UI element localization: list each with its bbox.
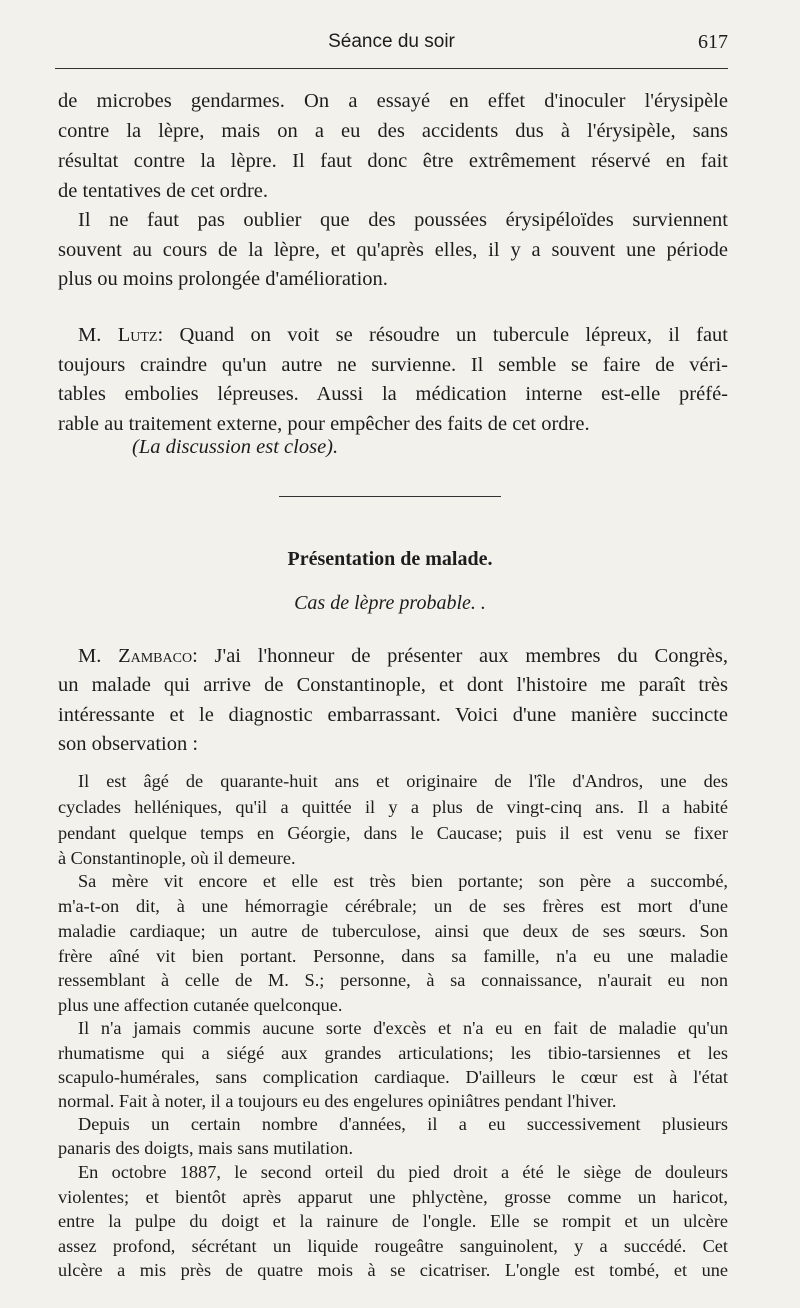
- text-line: contre la lèpre, mais on a eu des accidents dus à l'érysipèle, sans: [58, 120, 728, 142]
- text-line: Depuis un certain nombre d'années, il a eu successivement plusieurs: [78, 1114, 728, 1134]
- text-line: En octobre 1887, le second orteil du pied droit a été le siège de douleurs: [78, 1162, 728, 1182]
- text-line: [78, 641, 728, 672]
- speaker-text: : Quand on voit se résoudre un tubercule lépreux, il faut: [157, 324, 728, 346]
- text-line: maladie cardiaque; un autre de tuberculose, ainsi que deux de ses sœurs. Son: [58, 921, 728, 941]
- text-line: normal. Fait à noter, il a toujours eu des engelures opiniâtres pendant l'hiver.: [58, 1091, 617, 1111]
- speaker-text: : J'ai l'honneur de présenter aux membres du Congrès,: [192, 645, 728, 667]
- running-header: [55, 31, 728, 57]
- text-line: entre la pulpe du doigt et la rainure de l'ongle. Elle se rompit et un ulcère: [58, 1211, 728, 1231]
- text-line: ressemblant à celle de M. S.; personne, à sa connaissance, n'aurait eu non: [58, 970, 728, 990]
- header-rule: [55, 68, 728, 69]
- text-line: intéressante et le diagnostic embarrassant. Voici d'une manière succincte: [58, 704, 728, 726]
- text-line: scapulo-humérales, sans complication cardiaque. D'ailleurs le cœur est à l'état: [58, 1067, 728, 1087]
- speaker-name: M. Zambaco: [78, 645, 193, 667]
- text-line: Il ne faut pas oublier que des poussées érysipéloïdes surviennent: [78, 209, 728, 231]
- text-line: plus une affection cutanée quelconque.: [58, 995, 343, 1015]
- text-line: tables embolies lépreuses. Aussi la médication interne est-elle préfé-: [58, 383, 728, 405]
- running-title: Séance du soir: [328, 31, 455, 52]
- text-line: souvent au cours de la lèpre, et qu'après elles, il y a souvent une période: [58, 239, 728, 261]
- text-line: Sa mère vit encore et elle est très bien portante; son père a succombé,: [78, 871, 728, 891]
- text-line: assez profond, sécrétant un liquide rougeâtre sanguinolent, y a succédé. Cet: [58, 1236, 728, 1256]
- text-line: frère aîné vit bien portant. Personne, dans sa famille, n'a eu une maladie: [58, 946, 728, 966]
- text-line: ulcère a mis près de quatre mois à se cicatriser. L'ongle est tombé, et une: [58, 1260, 728, 1280]
- text-line: plus ou moins prolongée d'amélioration.: [58, 268, 388, 290]
- text-line: Il est âgé de quarante-huit ans et originaire de l'île d'Andros, une des: [78, 771, 728, 791]
- section-subtitle: Cas de lèpre probable. .: [294, 592, 486, 614]
- text-line: son observation :: [58, 733, 199, 755]
- text-line: panaris des doigts, mais sans mutilation.: [58, 1138, 354, 1158]
- text-line: m'a-t-on dit, à une hémorragie cérébrale; un de ses frères est mort d'une: [58, 896, 728, 916]
- discussion-closed-note: (La discussion est close).: [132, 436, 339, 458]
- text-line: à Constantinople, où il demeure.: [58, 848, 296, 868]
- text-line: un malade qui arrive de Constantinople, et dont l'histoire me paraît très: [58, 674, 728, 696]
- text-line: résultat contre la lèpre. Il faut donc être extrêmement réservé en fait: [58, 150, 728, 172]
- text-line: rable au traitement externe, pour empêcher des faits de cet ordre.: [58, 413, 590, 435]
- speaker-name: M. Lutz: [78, 324, 158, 346]
- text-line: pendant quelque temps en Géorgie, dans le Caucase; puis il est venu se fixer: [58, 823, 728, 843]
- text-line: cyclades helléniques, qu'il a quittée il y a plus de vingt-cinq ans. Il a habité: [58, 797, 728, 817]
- text-line: rhumatisme qui a siégé aux grandes articulations; les tibio-tarsiennes et les: [58, 1043, 728, 1063]
- text-line: de tentatives de cet ordre.: [58, 180, 269, 202]
- text-line: de microbes gendarmes. On a essayé en effet d'inoculer l'érysipèle: [58, 90, 728, 112]
- text-line: toujours craindre qu'un autre ne survienne. Il semble se faire de véri-: [58, 354, 728, 376]
- text-line: violentes; et bientôt après apparut une phlyctène, grosse comme un haricot,: [58, 1187, 728, 1207]
- text-line: Il n'a jamais commis aucune sorte d'excès et n'a eu en fait de maladie qu'un: [78, 1018, 728, 1038]
- text-line: [78, 320, 728, 351]
- section-divider: [279, 496, 501, 497]
- page-number: 617: [698, 31, 728, 53]
- section-title: Présentation de malade.: [287, 548, 493, 570]
